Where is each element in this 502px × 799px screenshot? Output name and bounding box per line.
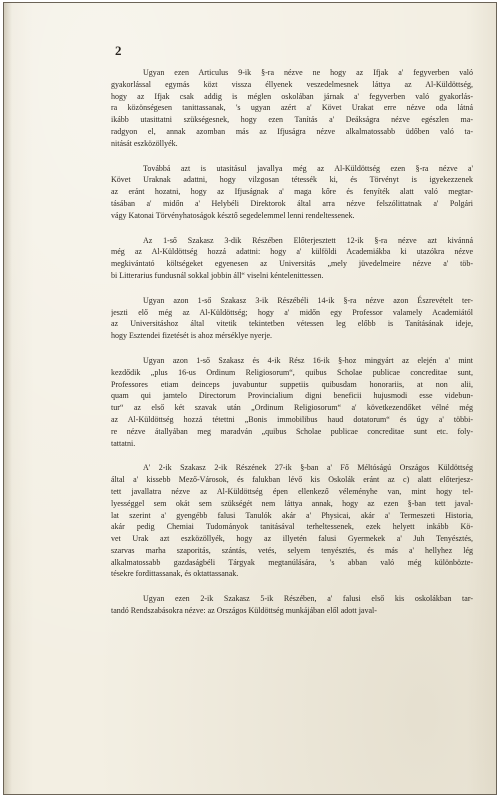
paragraph (111, 235, 473, 282)
paragraph (111, 295, 473, 342)
text-line: az eránt hozatni, hogy az Ifjuságnak a' maga kőre és fenyíték alatt való megtar- (111, 187, 473, 197)
text-line: által a' kissebb Mező-Városok, és falukban lévő kis Oskolák eránt az c) alatt előterjesz- (111, 475, 473, 485)
text-line: tur“ az első két szavak után „Ordinum Religiosorum“ a' következendőket vélné még (111, 403, 473, 413)
text-line: gyakorlással egymás közt vissza éllyenek veszedelmesnek láttya az Al-Küldöttség, (111, 79, 473, 89)
text-line: megkivántató költségeket egyenesen az Universitás „mely jüvedelmeire nézve a' töb- (111, 259, 473, 269)
text-line: Továbbá azt is utasitásul javallya még az Al-Küldöttség ezen §-ra nézve a' (143, 163, 473, 173)
scanned-page (3, 2, 497, 795)
text-line: Követ Uraknak adattni, hogy vilzgosan tétessék ki, és Törvényt is igyekezzenek (111, 175, 473, 185)
text-line: kezdődik „plus 16-us Ordinum Religiosorum“, quibus Scholae publicae concreditae sunt, (111, 367, 473, 377)
text-line: nitását eszközöllyék. (111, 138, 178, 148)
text-line: alkalmatossabb gazdaságbéli Tárgyak megtanúlására, 's abban való még különbözte- (111, 557, 473, 567)
text-line: hogy Esztendei fizetését is ahoz mérséklye nyerje. (111, 331, 273, 341)
text-line: Ugyan azon 1-ső Szakasz és 4-ik Rész 16-ik §-hoz mingyárt az elején a' mint (143, 355, 473, 365)
text-line: Az 1-ső Szakasz 3-dik Részében Előterjesztett 12-ik §-ra nézve azt kivánná (143, 235, 473, 245)
text-line: még az Al-Küldöttség hozzá adattni: hogy a' külföldi Academiákba ki utazókra nézve (111, 247, 473, 257)
paragraph (111, 355, 473, 449)
text-line: Professores etiam deinceps juvabuntur suppetiis quibusdam honorariis, at non alii, (111, 379, 473, 389)
text-line: Ugyan ezen 2-ik Szakasz 5-ik Részében, a' falusi első kis oskolákban tar- (143, 594, 473, 604)
paragraph (111, 462, 473, 580)
text-line: tésekre fordittassanak, és oktattassanak. (111, 569, 239, 579)
text-line: bi Litterarius fundusnál sokkal jobbin áll“ viselni kéntelenittessen. (111, 270, 324, 280)
text-line: ikább utasittatni szükségesnek, hogy ezen Tanítás a' Deákságra nézve egészlen ma- (111, 115, 473, 125)
text-line: tett javallatra nézve az Al-Küldöttség épen ellenkező véleményhe van, mint hogy tel- (111, 486, 473, 496)
text-line: vet Urak azt eszközöllyék, hogy az illyetén falusi Gyermekek a' Juh Tenyésztés, (111, 534, 473, 544)
text-line: az Al-Küldöttség hozzá tétettni „Bonis immobilibus haud dotatorum“ és úgy a' többi- (111, 414, 473, 424)
page-number: 2 (115, 43, 122, 58)
text-line: szarvas marha szaporitás, szántás, vetés, selyem tenyésztés, és más a' hellyhez lég (111, 545, 473, 555)
text-line: lyességgel sem okát sem szükségét nem láttya annak, hogy az ezen §-ban tett javal- (111, 498, 473, 508)
text-line: re nézve átallyában meg maradván „quibus Scholae publicae concreditae sunt etc. foly- (111, 426, 473, 436)
document-body (111, 67, 473, 630)
text-line: tattatni. (111, 438, 136, 448)
text-line: az Universitáshoz által vitetik tekintetben vétessen leg előbb is Tanításának ideje, (111, 319, 473, 329)
paragraph (111, 163, 473, 222)
text-line: Ugyan ezen Articulus 9-ik §-ra nézve ne hogy az Ifjak a' fegyverben való (143, 68, 473, 77)
text-line: akár pedig Chemiai Tudományok tanitásával terheltessenek, ezek helyett inkább Kö- (111, 522, 473, 532)
text-line: lat szerint a' gyengébb falusi Tanulók akár a' Physicai, akár a' Termeszeti Historia, (111, 510, 473, 520)
text-line: Ugyan azon 1-ső Szakasz 3-ik Részébéli 14-ik §-ra nézve azon Észrevételt ter- (143, 295, 473, 305)
paragraph (111, 67, 473, 150)
paragraph (111, 593, 473, 617)
text-line: quam qui jamtelo Directorum Provincialium digni beneficii hujusmodi esse videbun- (111, 391, 473, 401)
text-line: jeszti elő még az Al-Küldöttség; hogy a' midőn egy Professor valamely Academiától (111, 307, 473, 317)
page-edge-shadow (4, 3, 12, 794)
text-line: radgyon el, annak azomban más az Ifjuságra nézve alkalmatossabb üdőben való ta- (111, 126, 473, 136)
text-line: vágy Katonai Törvényhatoságok késztő segedelemmel lenni rendeltessenek. (111, 210, 355, 220)
text-line: tandó Rendszabásokra nézve: az Országos Küldöttség munkájában elől adott javal- (111, 606, 377, 616)
text-line: A' 2-ik Szakasz 2-ik Részének 27-ik §-ban a' Fő Méltóságú Országos Küldöttség (143, 463, 473, 473)
text-line: tásában a' midőn a' Helybéli Direktorok által arra nézve felszólittatnak a' Polgári (111, 198, 473, 208)
text-line: hogy az Ifjak csak addig is méglen oskolában járnak a' fegyverben való gyakorlás- (111, 91, 473, 101)
text-line: ra közönségesen tanittassanak, 's ugyan azért a' Követ Urakat erre nézve oda látná (111, 103, 473, 113)
